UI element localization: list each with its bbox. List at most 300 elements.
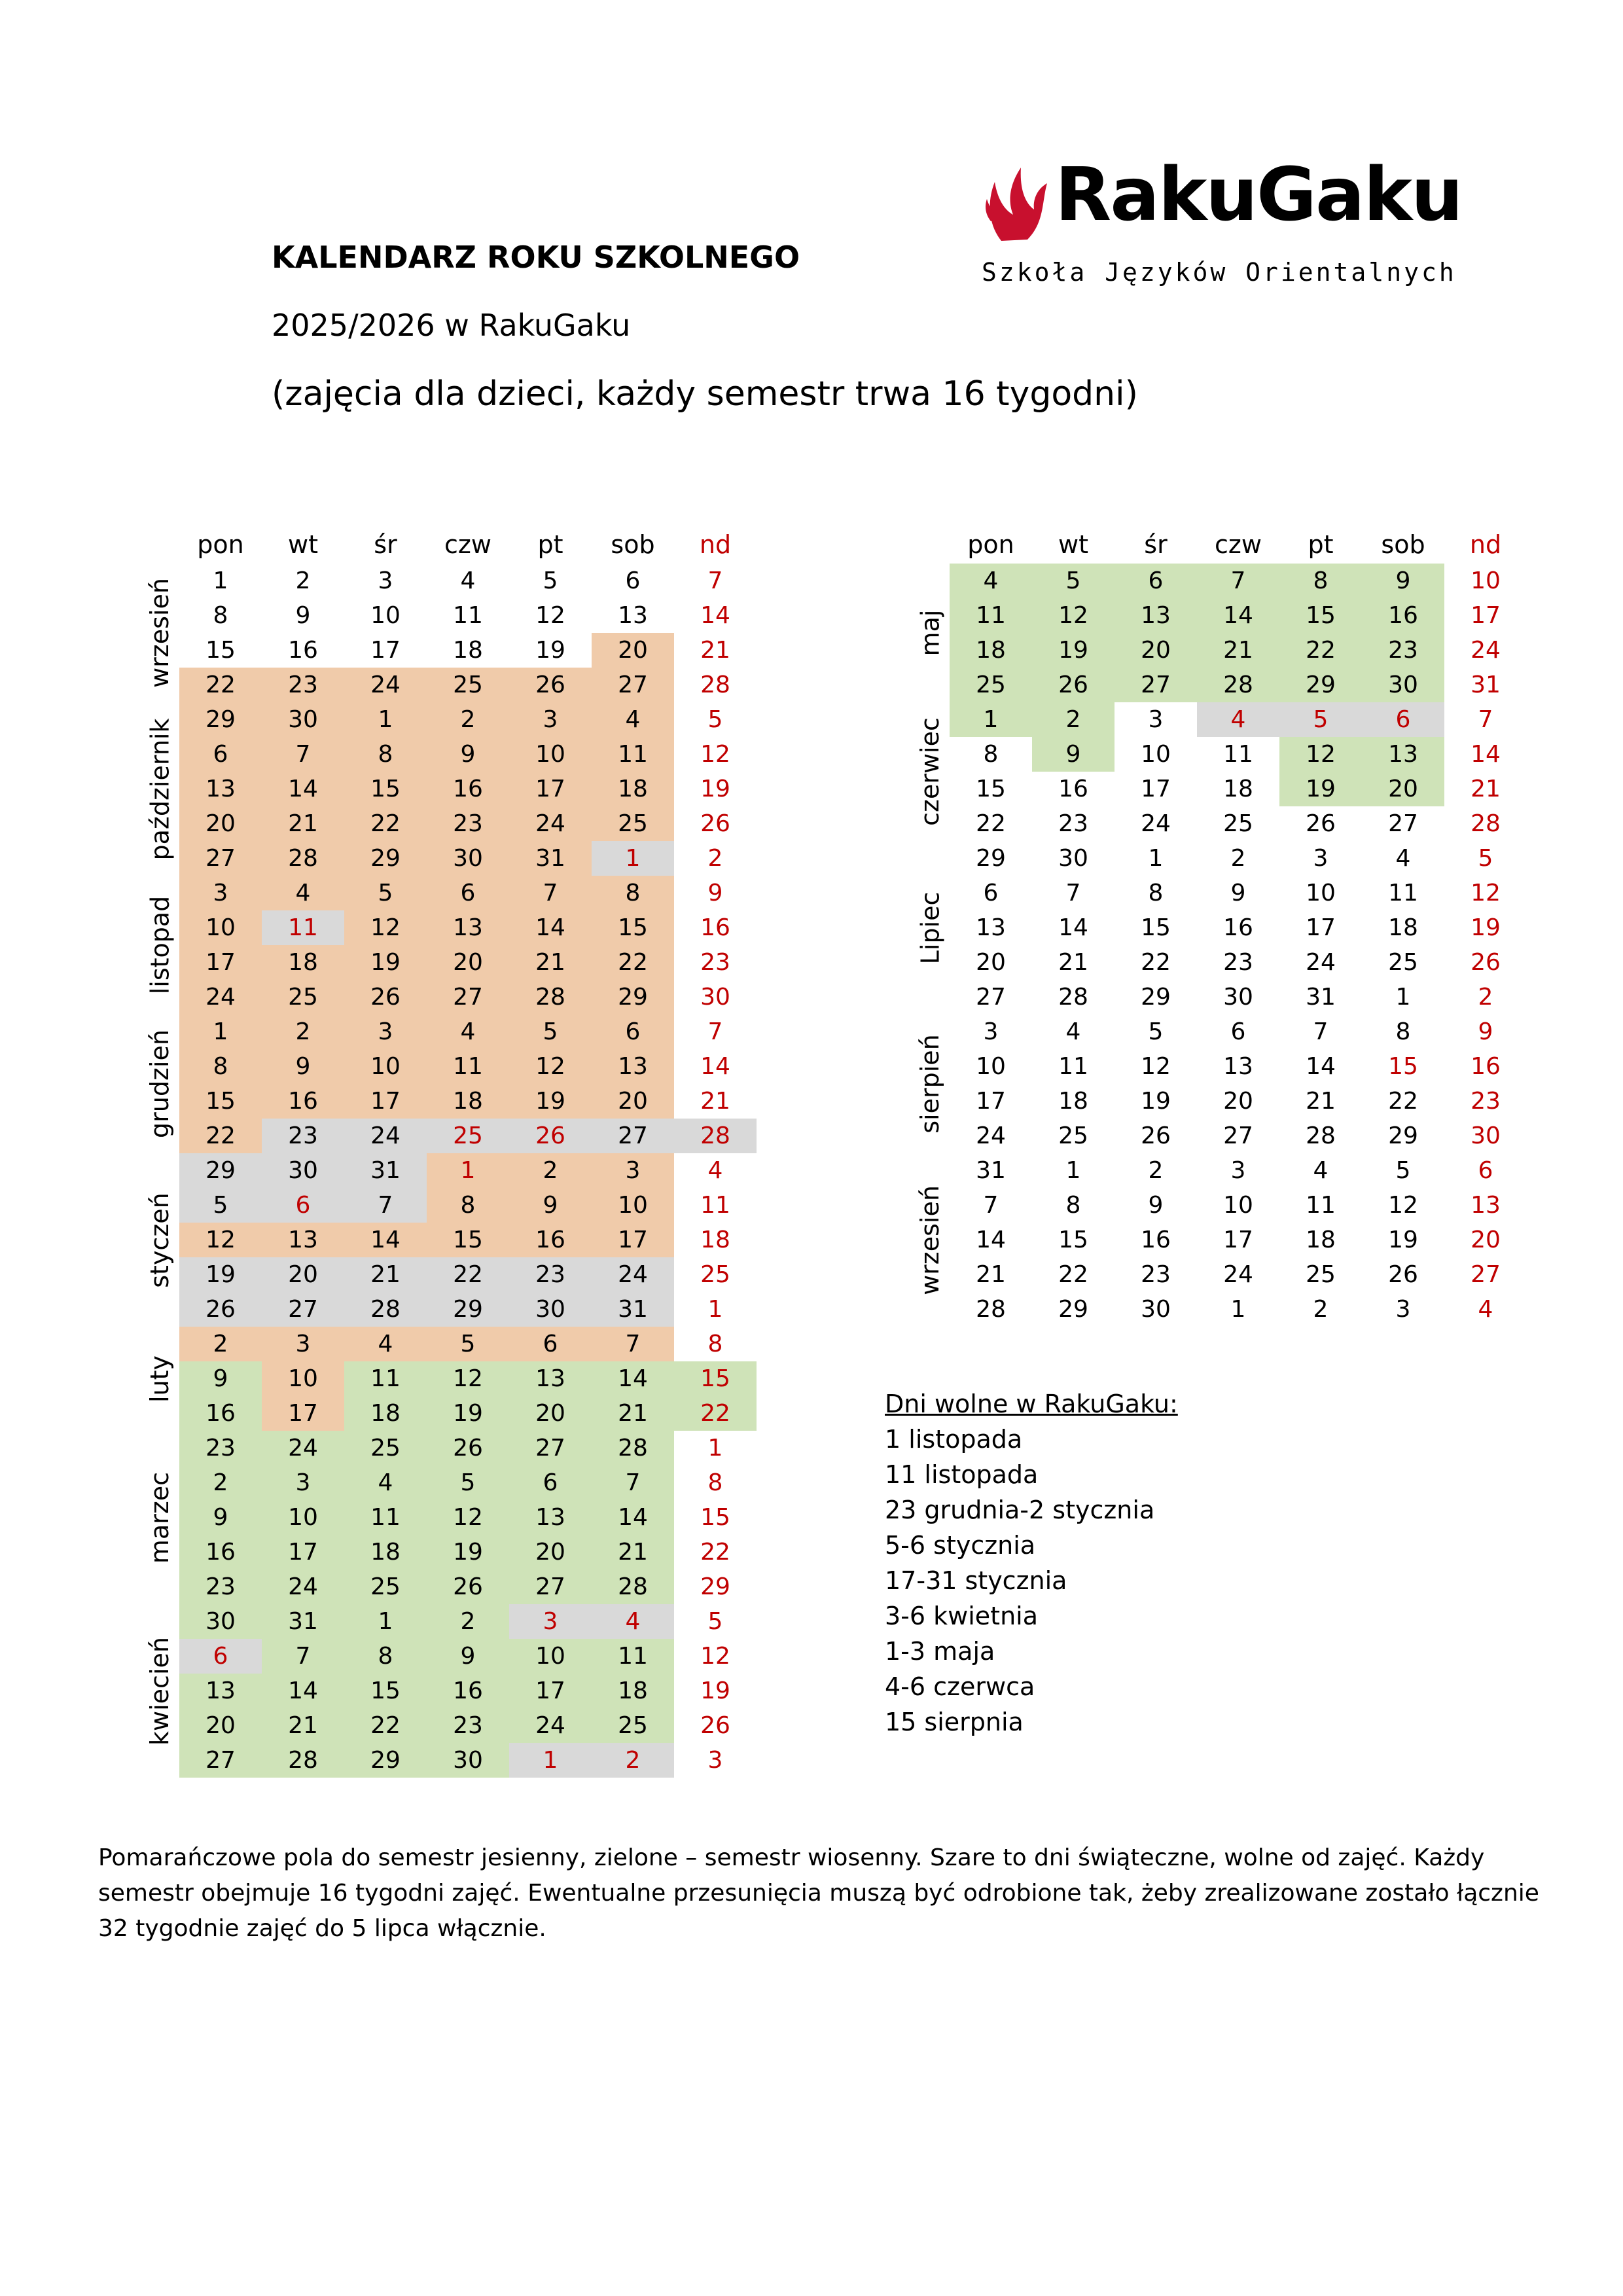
day-cell: 20 xyxy=(1115,633,1197,668)
day-cell: 27 xyxy=(509,1570,592,1604)
month-label-text: grudzień xyxy=(145,1030,175,1138)
day-cell: 31 xyxy=(262,1604,344,1639)
day-cell: 13 xyxy=(592,1049,674,1084)
day-cell: 25 xyxy=(592,806,674,841)
rakugaku-logo xyxy=(982,152,1462,293)
weekday-header-sob: sob xyxy=(1381,529,1425,559)
day-cell: 26 xyxy=(509,668,592,702)
day-cell: 8 xyxy=(1279,564,1362,598)
day-cell: 12 xyxy=(1032,598,1115,633)
day-cell: 9 xyxy=(1230,880,1246,906)
weekday-header-pon: pon xyxy=(197,529,244,559)
day-cell: 19 xyxy=(1141,1088,1171,1115)
day-cell: 20 xyxy=(592,1084,674,1119)
day-cell: 28 xyxy=(1471,810,1501,837)
day-cell: 17 xyxy=(976,1088,1006,1115)
day-cell: 31 xyxy=(1306,984,1336,1011)
day-cell: 30 xyxy=(1362,668,1444,702)
day-cell: 8 xyxy=(344,1639,427,1674)
month-label xyxy=(140,702,179,876)
day-cell: 11 xyxy=(1388,880,1418,906)
day-cell: 6 xyxy=(509,1465,592,1500)
day-cell: 15 xyxy=(700,1504,730,1531)
day-cell: 24 xyxy=(262,1431,344,1465)
day-cell: 1 xyxy=(1395,984,1411,1011)
day-cell: 12 xyxy=(1279,737,1362,772)
day-cell: 17 xyxy=(509,1674,592,1708)
day-cell: 25 xyxy=(1058,1122,1088,1149)
day-cell: 1 xyxy=(592,841,674,876)
weekday-header-pt: pt xyxy=(537,529,563,559)
day-cell: 30 xyxy=(262,1153,344,1188)
day-cell: 25 xyxy=(262,980,344,1014)
day-cell: 21 xyxy=(262,806,344,841)
day-cell: 20 xyxy=(976,949,1006,976)
day-cell: 10 xyxy=(262,1361,344,1396)
day-cell: 19 xyxy=(1279,772,1362,806)
day-cell: 5 xyxy=(707,1608,723,1635)
logo-tagline: Szkoła Języków Orientalnych xyxy=(982,258,1457,287)
legend-note: Pomarańczowe pola do semestr jesienny, zielone – semestr wiosenny. Szare to dni świąteczne, wolne od zajęć. Każdy semestr obejmuje 16 tygodni zajęć. Ewentualne przesunięcia muszą być odrobione tak, żeby zrealizowane zostało łącznie 32 tygodnie zajęć do 5 lipca włącznie. xyxy=(98,1844,1539,1942)
day-cell: 12 xyxy=(427,1500,509,1535)
day-cell: 10 xyxy=(1223,1192,1253,1219)
day-cell: 9 xyxy=(262,1049,344,1084)
month-label xyxy=(910,841,950,1014)
day-cell: 2 xyxy=(179,1465,262,1500)
day-cell: 3 xyxy=(592,1153,674,1188)
day-cell: 15 xyxy=(1388,1053,1418,1080)
day-cell: 29 xyxy=(592,980,674,1014)
day-cell: 22 xyxy=(976,810,1006,837)
day-cell: 2 xyxy=(1230,845,1246,872)
month-label xyxy=(140,1431,179,1604)
day-cell: 10 xyxy=(509,1639,592,1674)
day-cell: 3 xyxy=(344,1014,427,1049)
day-cell: 21 xyxy=(262,1708,344,1743)
day-cell: 2 xyxy=(509,1153,592,1188)
day-cell: 9 xyxy=(1148,1192,1164,1219)
day-cell: 14 xyxy=(1197,598,1279,633)
day-cell: 30 xyxy=(1223,984,1253,1011)
day-cell: 14 xyxy=(592,1500,674,1535)
day-cell: 22 xyxy=(1388,1088,1418,1115)
day-cell: 18 xyxy=(453,637,483,664)
day-cell: 7 xyxy=(592,1465,674,1500)
day-cell: 26 xyxy=(700,810,730,837)
day-cell: 24 xyxy=(509,806,592,841)
day-cell: 5 xyxy=(1395,1157,1411,1184)
day-cell: 12 xyxy=(344,910,427,945)
day-cell: 11 xyxy=(262,910,344,945)
day-cell: 16 xyxy=(1223,914,1253,941)
day-cell: 27 xyxy=(1223,1122,1253,1149)
weekday-header-śr: śr xyxy=(374,529,397,559)
day-cell: 2 xyxy=(707,845,723,872)
day-cell: 30 xyxy=(1141,1296,1171,1323)
day-cell: 10 xyxy=(1306,880,1336,906)
day-cell: 2 xyxy=(1313,1296,1329,1323)
day-cell: 4 xyxy=(1395,845,1411,872)
holiday-item: 1 listopada xyxy=(885,1425,1023,1454)
day-cell: 14 xyxy=(700,602,730,629)
weekday-header-nd: nd xyxy=(1469,529,1502,559)
day-cell: 19 xyxy=(344,945,427,980)
day-cell: 19 xyxy=(509,1084,592,1119)
day-cell: 10 xyxy=(262,1500,344,1535)
day-cell: 30 xyxy=(262,702,344,737)
day-cell: 11 xyxy=(1058,1053,1088,1080)
day-cell: 1 xyxy=(1230,1296,1246,1323)
day-cell: 25 xyxy=(344,1570,427,1604)
day-cell: 28 xyxy=(674,1119,757,1153)
day-cell: 20 xyxy=(179,1708,262,1743)
day-cell: 4 xyxy=(1065,1018,1081,1045)
day-cell: 15 xyxy=(179,1084,262,1119)
day-cell: 7 xyxy=(1197,564,1279,598)
day-cell: 11 xyxy=(427,1049,509,1084)
day-cell: 15 xyxy=(344,772,427,806)
month-label xyxy=(140,1604,179,1778)
day-cell: 6 xyxy=(179,737,262,772)
day-cell: 14 xyxy=(509,910,592,945)
day-cell: 26 xyxy=(427,1570,509,1604)
day-cell: 16 xyxy=(1141,1227,1171,1253)
day-cell: 13 xyxy=(976,914,1006,941)
month-label xyxy=(140,1327,179,1431)
day-cell: 3 xyxy=(262,1327,344,1361)
logo-wordmark: RakuGaku xyxy=(1055,152,1462,238)
month-label-text: marzec xyxy=(145,1471,174,1564)
day-cell: 21 xyxy=(344,1257,427,1292)
day-cell: 8 xyxy=(1065,1192,1081,1219)
day-cell: 23 xyxy=(1471,1088,1501,1115)
day-cell: 15 xyxy=(592,910,674,945)
day-cell: 29 xyxy=(1279,668,1362,702)
day-cell: 28 xyxy=(976,1296,1006,1323)
day-cell: 24 xyxy=(1306,949,1336,976)
day-cell: 8 xyxy=(1395,1018,1411,1045)
day-cell: 8 xyxy=(592,876,674,910)
day-cell: 15 xyxy=(344,1674,427,1708)
day-cell: 11 xyxy=(700,1192,730,1219)
day-cell: 10 xyxy=(179,910,262,945)
weekday-header-czw: czw xyxy=(1215,529,1262,559)
day-cell: 5 xyxy=(1478,845,1493,872)
day-cell: 17 xyxy=(179,945,262,980)
day-cell: 7 xyxy=(707,567,723,594)
month-label-text: styczeń xyxy=(145,1192,174,1288)
day-cell: 8 xyxy=(427,1188,509,1223)
day-cell: 11 xyxy=(1306,1192,1336,1219)
day-cell: 4 xyxy=(262,876,344,910)
day-cell: 22 xyxy=(344,806,427,841)
day-cell: 4 xyxy=(344,1465,427,1500)
day-cell: 19 xyxy=(427,1535,509,1570)
holiday-item: 5-6 stycznia xyxy=(885,1531,1036,1560)
holiday-item: 11 listopada xyxy=(885,1460,1039,1489)
day-cell: 28 xyxy=(1058,984,1088,1011)
day-cell: 17 xyxy=(344,1084,427,1119)
day-cell: 17 xyxy=(370,637,401,664)
day-cell: 21 xyxy=(592,1535,674,1570)
day-cell: 25 xyxy=(700,1261,730,1288)
day-cell: 28 xyxy=(344,1292,427,1327)
day-cell: 30 xyxy=(1471,1122,1501,1149)
day-cell: 21 xyxy=(1306,1088,1336,1115)
day-cell: 5 xyxy=(1148,1018,1164,1045)
day-cell: 18 xyxy=(950,633,1032,668)
page-title: KALENDARZ ROKU SZKOLNEGO xyxy=(272,240,800,275)
month-label xyxy=(910,1014,950,1153)
day-cell: 24 xyxy=(344,668,427,702)
day-cell: 9 xyxy=(295,602,311,629)
day-cell: 14 xyxy=(1471,741,1501,768)
day-cell: 9 xyxy=(509,1188,592,1223)
day-cell: 29 xyxy=(344,841,427,876)
month-label-text: luty xyxy=(145,1355,174,1403)
day-cell: 24 xyxy=(1141,810,1171,837)
day-cell: 23 xyxy=(179,1431,262,1465)
day-cell: 28 xyxy=(700,672,730,698)
day-cell: 27 xyxy=(976,984,1006,1011)
day-cell: 12 xyxy=(1141,1053,1171,1080)
day-cell: 6 xyxy=(262,1188,344,1223)
day-cell: 9 xyxy=(1478,1018,1493,1045)
day-cell: 16 xyxy=(1471,1053,1501,1080)
day-cell: 4 xyxy=(344,1327,427,1361)
day-cell: 21 xyxy=(509,945,592,980)
day-cell: 27 xyxy=(179,1743,262,1778)
day-cell: 19 xyxy=(179,1257,262,1292)
holiday-item: 1-3 maja xyxy=(885,1637,995,1666)
day-cell: 27 xyxy=(179,841,262,876)
day-cell: 21 xyxy=(976,1261,1006,1288)
day-cell: 18 xyxy=(700,1227,730,1253)
day-cell: 19 xyxy=(700,776,730,802)
day-cell: 7 xyxy=(1478,706,1493,733)
day-cell: 2 xyxy=(427,702,509,737)
month-label-text: Lipiec xyxy=(916,891,944,964)
day-cell: 25 xyxy=(344,1431,427,1465)
day-cell: 18 xyxy=(592,1674,674,1708)
day-cell: 7 xyxy=(592,1327,674,1361)
day-cell: 26 xyxy=(1032,668,1115,702)
day-cell: 6 xyxy=(179,1639,262,1674)
day-cell: 16 xyxy=(1362,598,1444,633)
holidays-list xyxy=(885,1386,1178,1740)
day-cell: 15 xyxy=(1279,598,1362,633)
day-cell: 10 xyxy=(509,737,592,772)
day-cell: 23 xyxy=(262,668,344,702)
day-cell: 15 xyxy=(427,1223,509,1257)
day-cell: 7 xyxy=(1313,1018,1329,1045)
day-cell: 13 xyxy=(509,1500,592,1535)
day-cell: 3 xyxy=(707,1747,723,1774)
day-cell: 12 xyxy=(179,1223,262,1257)
weekday-header-pt: pt xyxy=(1308,529,1334,559)
month-label-text: maj xyxy=(916,609,944,656)
day-cell: 13 xyxy=(262,1223,344,1257)
day-cell: 10 xyxy=(976,1053,1006,1080)
day-cell: 28 xyxy=(592,1570,674,1604)
day-cell: 30 xyxy=(509,1292,592,1327)
day-cell: 1 xyxy=(950,702,1032,737)
day-cell: 26 xyxy=(509,1119,592,1153)
day-cell: 16 xyxy=(509,1223,592,1257)
day-cell: 18 xyxy=(262,945,344,980)
day-cell: 25 xyxy=(1306,1261,1336,1288)
day-cell: 14 xyxy=(592,1361,674,1396)
day-cell: 1 xyxy=(213,567,228,594)
day-cell: 26 xyxy=(700,1712,730,1739)
day-cell: 5 xyxy=(179,1188,262,1223)
day-cell: 7 xyxy=(707,1018,723,1045)
day-cell: 2 xyxy=(1032,702,1115,737)
day-cell: 3 xyxy=(509,702,592,737)
day-cell: 23 xyxy=(179,1570,262,1604)
day-cell: 13 xyxy=(427,910,509,945)
day-cell: 1 xyxy=(1148,845,1164,872)
day-cell: 18 xyxy=(1223,776,1253,802)
day-cell: 3 xyxy=(983,1018,999,1045)
day-cell: 2 xyxy=(427,1604,509,1639)
day-cell: 29 xyxy=(344,1743,427,1778)
month-label xyxy=(140,1153,179,1327)
day-cell: 8 xyxy=(983,741,999,768)
flame-logo-icon xyxy=(982,162,1054,247)
day-cell: 24 xyxy=(179,980,262,1014)
day-cell: 23 xyxy=(262,1119,344,1153)
day-cell: 18 xyxy=(592,772,674,806)
day-cell: 18 xyxy=(1306,1227,1336,1253)
day-cell: 13 xyxy=(179,1674,262,1708)
day-cell: 20 xyxy=(592,633,674,668)
day-cell: 11 xyxy=(453,602,483,629)
day-cell: 5 xyxy=(1279,702,1362,737)
day-cell: 22 xyxy=(1141,949,1171,976)
day-cell: 2 xyxy=(592,1743,674,1778)
day-cell: 25 xyxy=(1223,810,1253,837)
day-cell: 27 xyxy=(1115,668,1197,702)
day-cell: 23 xyxy=(427,1708,509,1743)
day-cell: 12 xyxy=(427,1361,509,1396)
day-cell: 10 xyxy=(370,602,401,629)
school-year: 2025/2026 w RakuGaku xyxy=(272,308,631,343)
day-cell: 30 xyxy=(1058,845,1088,872)
day-cell: 14 xyxy=(262,772,344,806)
day-cell: 27 xyxy=(262,1292,344,1327)
day-cell: 25 xyxy=(950,668,1032,702)
day-cell: 17 xyxy=(1223,1227,1253,1253)
day-cell: 22 xyxy=(674,1396,757,1431)
day-cell: 30 xyxy=(427,841,509,876)
month-label xyxy=(140,564,179,702)
day-cell: 15 xyxy=(205,637,236,664)
day-cell: 13 xyxy=(1115,598,1197,633)
day-cell: 26 xyxy=(179,1292,262,1327)
day-cell: 21 xyxy=(1197,633,1279,668)
day-cell: 26 xyxy=(1388,1261,1418,1288)
holiday-item: 17-31 stycznia xyxy=(885,1566,1067,1595)
month-label xyxy=(910,1153,950,1327)
month-label xyxy=(910,702,950,841)
day-cell: 19 xyxy=(535,637,565,664)
holiday-item: 4-6 czerwca xyxy=(885,1672,1035,1701)
day-cell: 26 xyxy=(427,1431,509,1465)
day-cell: 27 xyxy=(592,668,674,702)
weekday-header-czw: czw xyxy=(444,529,491,559)
day-cell: 17 xyxy=(592,1223,674,1257)
day-cell: 10 xyxy=(344,1049,427,1084)
month-label xyxy=(140,876,179,1014)
day-cell: 8 xyxy=(707,1331,723,1357)
holiday-item: 3-6 kwietnia xyxy=(885,1602,1038,1630)
holidays-title: Dni wolne w RakuGaku: xyxy=(885,1390,1178,1418)
day-cell: 4 xyxy=(592,702,674,737)
day-cell: 2 xyxy=(262,1014,344,1049)
day-cell: 6 xyxy=(983,880,999,906)
weekday-header-wt: wt xyxy=(288,529,318,559)
day-cell: 30 xyxy=(700,984,730,1011)
day-cell: 27 xyxy=(427,980,509,1014)
weekday-header-sob: sob xyxy=(611,529,655,559)
day-cell: 7 xyxy=(509,876,592,910)
day-cell: 16 xyxy=(288,637,318,664)
day-cell: 31 xyxy=(509,841,592,876)
day-cell: 24 xyxy=(976,1122,1006,1149)
day-cell: 1 xyxy=(1065,1157,1081,1184)
day-cell: 12 xyxy=(700,1643,730,1670)
day-cell: 29 xyxy=(1141,984,1171,1011)
day-cell: 1 xyxy=(344,702,427,737)
day-cell: 2 xyxy=(295,567,311,594)
day-cell: 12 xyxy=(535,602,565,629)
day-cell: 27 xyxy=(1388,810,1418,837)
day-cell: 9 xyxy=(427,737,509,772)
day-cell: 4 xyxy=(427,1014,509,1049)
day-cell: 6 xyxy=(625,567,641,594)
day-cell: 22 xyxy=(179,1119,262,1153)
day-cell: 8 xyxy=(707,1469,723,1496)
day-cell: 16 xyxy=(179,1535,262,1570)
day-cell: 8 xyxy=(179,1049,262,1084)
day-cell: 15 xyxy=(1058,1227,1088,1253)
day-cell: 11 xyxy=(344,1361,427,1396)
day-cell: 20 xyxy=(179,806,262,841)
day-cell: 1 xyxy=(707,1435,723,1462)
day-cell: 15 xyxy=(1141,914,1171,941)
day-cell: 21 xyxy=(1058,949,1088,976)
day-cell: 15 xyxy=(674,1361,757,1396)
day-cell: 6 xyxy=(1478,1157,1493,1184)
day-cell: 4 xyxy=(950,564,1032,598)
day-cell: 10 xyxy=(1141,741,1171,768)
day-cell: 31 xyxy=(344,1153,427,1188)
day-cell: 5 xyxy=(1032,564,1115,598)
day-cell: 26 xyxy=(1471,949,1501,976)
day-cell: 19 xyxy=(1032,633,1115,668)
day-cell: 9 xyxy=(179,1500,262,1535)
day-cell: 7 xyxy=(344,1188,427,1223)
day-cell: 28 xyxy=(262,1743,344,1778)
month-label-text: kwiecień xyxy=(145,1636,174,1746)
day-cell: 3 xyxy=(509,1604,592,1639)
month-label-text: sierpień xyxy=(916,1034,944,1134)
day-cell: 11 xyxy=(344,1500,427,1535)
day-cell: 1 xyxy=(427,1153,509,1188)
day-cell: 4 xyxy=(1478,1296,1493,1323)
day-cell: 29 xyxy=(1058,1296,1088,1323)
